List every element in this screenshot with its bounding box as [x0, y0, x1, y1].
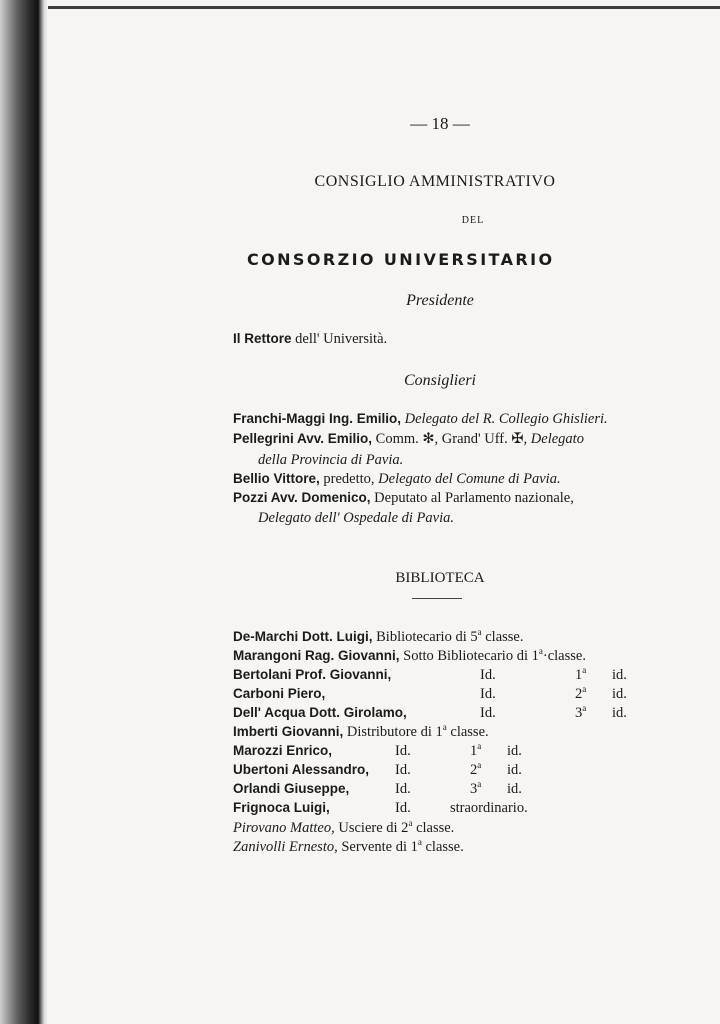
consigliere-role: Delegato del R. Collegio Ghislieri.: [404, 411, 608, 427]
staff-role-tail: classe.: [446, 724, 489, 740]
staff-id-label: Id.: [480, 686, 496, 702]
staff-id-tail: id.: [612, 705, 627, 721]
consigliere-row: [233, 490, 574, 507]
staff-row: [233, 648, 586, 665]
staff-row: [233, 800, 330, 817]
staff-role: Servente di 1: [341, 839, 418, 855]
staff-rank: [575, 705, 586, 722]
staff-id-label: Id.: [395, 800, 411, 816]
consigliere-continuation: Delegato dell' Ospedale di Pavia.: [258, 510, 454, 526]
staff-id-label: Id.: [480, 667, 496, 683]
staff-row: [233, 667, 391, 684]
rank-number: 1: [575, 667, 583, 683]
staff-rank: [470, 762, 481, 779]
presidente-line: [233, 331, 387, 348]
staff-id-label: Id.: [480, 705, 496, 721]
staff-name: Marangoni Rag. Giovanni,: [233, 648, 400, 663]
ordinal-suffix: a: [477, 741, 482, 752]
consigliere-role: Delegato del Comune di Pavia.: [378, 471, 561, 487]
presidente-rest: dell' Università.: [295, 331, 388, 347]
biblioteca-heading: BIBLIOTECA: [395, 570, 485, 586]
ordinal-suffix: a: [582, 684, 587, 695]
staff-row: [233, 629, 523, 646]
page-number: — 18 —: [410, 114, 470, 133]
consigliere-row: [233, 411, 608, 428]
staff-id-tail: id.: [507, 762, 522, 778]
staff-role-tail: classe.: [412, 820, 455, 836]
staff-role: Sotto Bibliotecario di 1: [403, 648, 539, 664]
consigliere-role: Deputato al Parlamento nazionale,: [374, 490, 574, 506]
staff-name: Ubertoni Alessandro,: [233, 762, 370, 777]
staff-row: [233, 762, 369, 779]
consigliere-honors: Comm. ✻, Grand' Uff. ✠,: [375, 431, 528, 447]
staff-id-label: Id.: [395, 743, 411, 759]
consigliere-name: Bellio Vittore,: [233, 471, 320, 486]
staff-row: [233, 705, 407, 722]
consigliere-note: predetto,: [323, 471, 375, 487]
staff-name: Imberti Giovanni,: [233, 724, 344, 739]
rank-number: 2: [470, 762, 478, 778]
staff-id-tail: id.: [612, 686, 627, 702]
staff-rank: [575, 686, 586, 703]
consigliere-name: Franchi-Maggi Ing. Emilio,: [233, 411, 402, 426]
staff-name: Bertolani Prof. Giovanni,: [233, 667, 392, 682]
del-label: DEL: [461, 215, 485, 226]
ordinal-suffix: a: [442, 722, 447, 733]
staff-rank: [470, 743, 481, 760]
consigliere-name: Pellegrini Avv. Emilio,: [233, 431, 373, 446]
staff-name: Frignoca Luigi,: [233, 800, 330, 815]
ordinal-suffix: a: [408, 818, 413, 829]
consigliere-name: Pozzi Avv. Domenico,: [233, 490, 371, 505]
rank-number: 2: [575, 686, 583, 702]
staff-row: [233, 781, 349, 798]
staff-role-tail: ·classe.: [542, 648, 586, 664]
staff-row: [233, 839, 464, 856]
staff-name: Orlandi Giuseppe,: [233, 781, 350, 796]
staff-row: [233, 743, 332, 760]
presidente-name: Il Rettore: [233, 331, 292, 346]
ordinal-suffix: a: [477, 760, 482, 771]
staff-role: Bibliotecario di 5: [376, 629, 478, 645]
staff-role-tail: classe.: [421, 839, 464, 855]
staff-row: [233, 724, 489, 741]
ordinal-suffix: a: [582, 703, 587, 714]
ordinal-suffix: a: [582, 665, 587, 676]
top-border-line: [48, 6, 720, 9]
consigliere-role: Delegato: [530, 431, 584, 447]
consigliere-continuation: della Provincia di Pavia.: [258, 452, 404, 468]
consigliere-row: [233, 431, 584, 448]
staff-id-label: Id.: [395, 762, 411, 778]
presidente-heading: Presidente: [406, 292, 474, 309]
staff-id-tail: id.: [612, 667, 627, 683]
staff-role: Usciere di 2: [338, 820, 409, 836]
staff-id-tail: id.: [507, 781, 522, 797]
staff-role-tail: classe.: [481, 629, 524, 645]
ordinal-suffix: a: [417, 837, 422, 848]
rank-number: 3: [575, 705, 583, 721]
staff-role: Distributore di 1: [346, 724, 443, 740]
ordinal-suffix: a: [477, 627, 482, 638]
staff-id-label: Id.: [395, 781, 411, 797]
staff-name: Carboni Piero,: [233, 686, 326, 701]
staff-rank: [575, 667, 586, 684]
staff-name: Marozzi Enrico,: [233, 743, 333, 758]
rank-number: 1: [470, 743, 478, 759]
book-binding-edge: [0, 0, 48, 1024]
consortium-heading: CONSORZIO UNIVERSITARIO: [247, 250, 555, 269]
staff-extra: straordinario.: [450, 800, 528, 816]
staff-id-tail: id.: [507, 743, 522, 759]
ordinal-suffix: a: [477, 779, 482, 790]
rank-number: 3: [470, 781, 478, 797]
staff-row: [233, 820, 454, 837]
staff-row: [233, 686, 325, 703]
ordinal-suffix: a: [538, 646, 543, 657]
consigliere-row: [233, 471, 561, 488]
council-title: CONSIGLIO AMMINISTRATIVO: [314, 173, 556, 190]
staff-name: Pirovano Matteo,: [233, 820, 335, 836]
staff-name: De-Marchi Dott. Luigi,: [233, 629, 373, 644]
staff-rank: [470, 781, 481, 798]
staff-name: Dell' Acqua Dott. Girolamo,: [233, 705, 407, 720]
staff-name: Zanivolli Ernesto,: [233, 839, 338, 855]
consiglieri-heading: Consiglieri: [403, 372, 476, 389]
biblioteca-underline: [412, 598, 462, 599]
